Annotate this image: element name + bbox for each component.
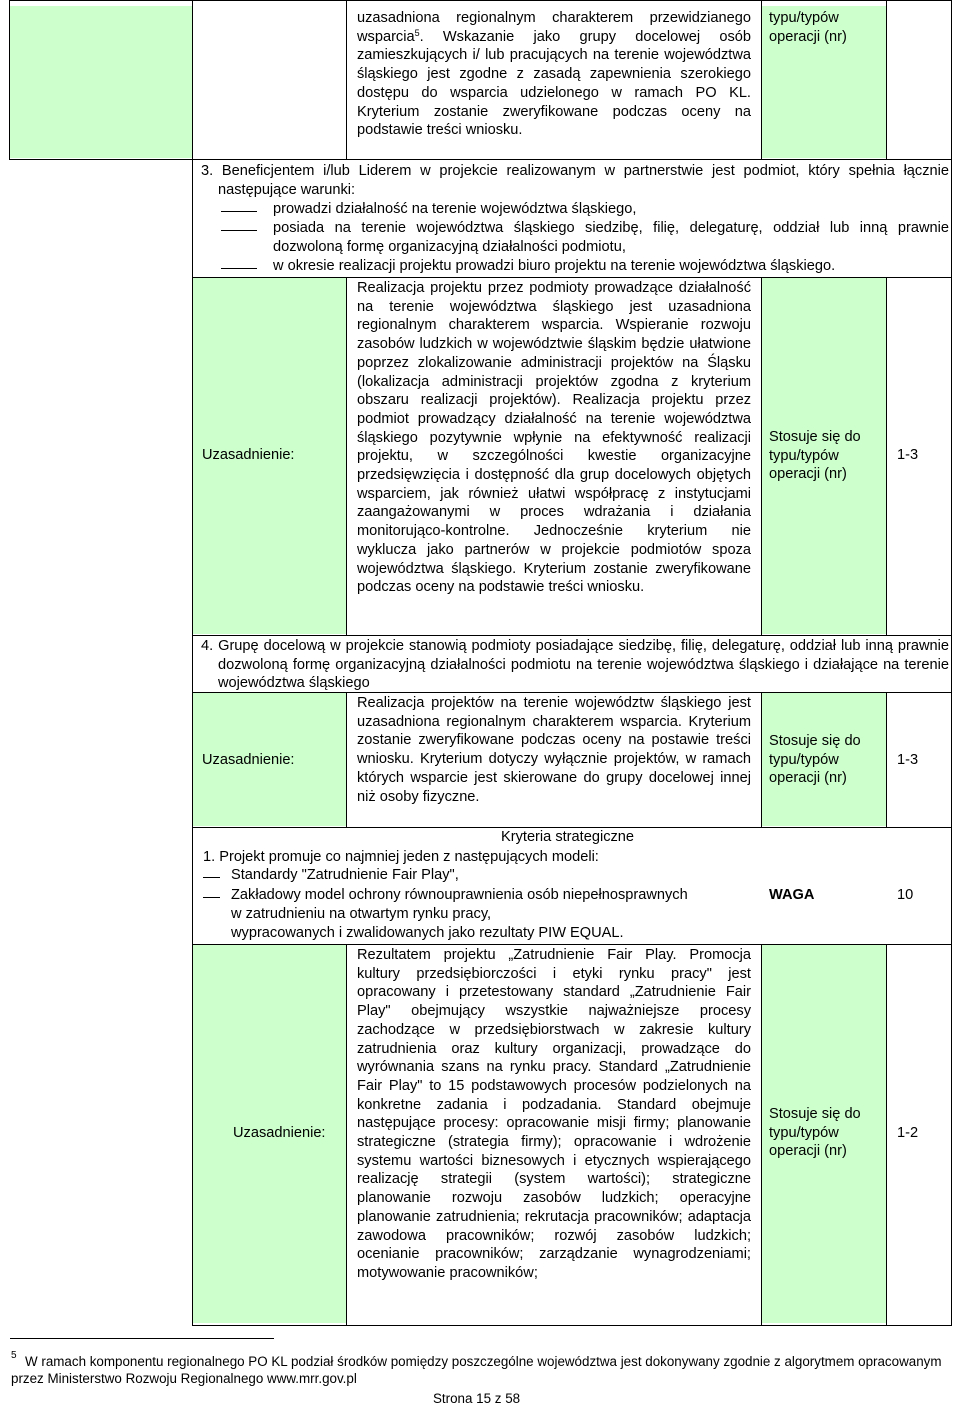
table-rule	[9, 0, 10, 160]
applies-label: Stosuje się do typu/typów operacji (nr)	[769, 1106, 861, 1160]
criterion-4-justification: Realizacja projektów na terenie województw śląskiego jest uzasadniona regionalnym charakterem wsparcia. Kryterium zostanie zweryfikowane podczas oceny na postawie treści wniosku. Kryterium dotyczy wyłącznie projektów, w ramach których wsparcie jest skierowane do grupy docelowej innej niż osoby fizyczne.	[357, 695, 751, 805]
table-rule	[192, 160, 193, 1326]
operation-range: 1-2	[897, 1125, 919, 1141]
strategic-item-cont: w zatrudnieniu na otwartym rynku pracy,	[231, 906, 492, 922]
table-rule	[886, 693, 887, 828]
table-rule	[9, 159, 952, 160]
strategic-item: Zakładowy model ochrony równouprawnienia osób niepełnosprawnych	[231, 887, 688, 903]
dash-bullet	[203, 897, 220, 898]
criterion-4-heading: 4. Grupę docelową w projekcie stanowią podmioty posiadające siedzibę, filię, delegaturę, oddział lub inną prawnie dozwoloną formę organizacyjną działalności podmiotu na terenie województwa śląskiego i działające na terenie województwa śląskiego	[201, 638, 949, 692]
weight-value: 10	[897, 887, 914, 903]
criterion-3-heading: 3. Beneficjentem i/lub Liderem w projekcie realizowanym w partnerstwie jest podmiot, który spełnia łącznie następujące warunki:	[201, 163, 949, 198]
table-rule	[192, 1325, 952, 1326]
table-rule	[192, 0, 193, 160]
table-rule	[346, 693, 347, 828]
dash-bullet	[203, 877, 220, 878]
table-rule	[761, 945, 762, 1326]
applies-label: Stosuje się do typu/typów operacji (nr)	[769, 733, 861, 787]
top-type-label: typu/typów operacji (nr)	[769, 10, 847, 45]
applies-label: Stosuje się do typu/typów operacji (nr)	[769, 429, 861, 483]
table-rule	[192, 277, 952, 278]
dash-bullet	[221, 211, 257, 212]
dash-bullet	[221, 268, 257, 269]
table-rule	[9, 0, 952, 1]
table-rule	[346, 0, 347, 160]
strategic-heading: 1. Projekt promuje co najmniej jeden z następujących modeli:	[203, 849, 599, 865]
criterion-3-item: posiada na terenie województwa śląskiego siedzibę, filię, delegaturę, oddział lub inną prawnie dozwoloną formę organizacyjną działalności podmiotu,	[273, 220, 949, 255]
justification-label: Uzasadnienie:	[233, 1125, 326, 1141]
table-rule	[886, 945, 887, 1326]
table-rule	[192, 635, 952, 636]
table-rule	[761, 0, 762, 160]
criterion-3-item: prowadzi działalność na terenie województwa śląskiego,	[273, 201, 637, 217]
top-justification: uzasadniona regionalnym charakterem przewidzianego wsparcia$^5$. Wskazanie jako grupy docelowej osób zamieszkujących i/ lub pracujących na terenie województwa śląskiego jest zgodne z zasadą zapewnienia szerokiego dostępu do wsparcia udzielonego w ramach PO KL. Kryterium zostanie zweryfikowane podczas oceny na podstawie treści wniosku.	[357, 10, 751, 139]
table-rule	[761, 693, 762, 828]
criterion-3-justification: Realizacja projektu przez podmioty prowadzące działalność na terenie województwa śląskiego jest uzasadniona regionalnym charakterem wsparcia. Wspieranie rozwoju zasobów ludzkich w województwie śląskim będzie ułatwione poprzez zlokalizowanie administracji projektów na Śląsku (lokalizacja administracji projektów zgodna z kryterium obszaru realizacji projektów). Realizacja projektu przez podmiot prowadzący działalność na terenie województwa śląskiego pozytywnie wpłynie na efektywność realizacji projektu, w szczególności kwestie organizacyjne przedsięwzięcia i dostępność dla grup docelowych objętych wsparciem, jak również ułatwi współpracę z instytucjami zaangażowanymi w proces wdrażania i działania monitorująco-kontrolne. Jednocześnie kryterium nie wyklucza jako partnerów w projekcie podmiotów spoza województwa śląskiego. Kryterium zostanie zweryfikowane podczas oceny na podstawie treści wniosku.	[357, 280, 751, 596]
operation-range: 1-3	[897, 752, 919, 768]
table-rule	[951, 0, 952, 1326]
left-pane	[10, 6, 192, 158]
footnote-text: W ramach komponentu regionalnego PO KL podział środków pomiędzy poszczególne województwa jest dokonywany zgodnie z algorytmem opracowanym przez Ministerstwo Rozwoju Regionalnego www.mrr.gov.pl	[11, 1354, 942, 1386]
strategic-item: Standardy "Zatrudnienie Fair Play",	[231, 867, 459, 883]
table-rule	[346, 945, 347, 1326]
strategic-justification: Rezultatem projektu „Zatrudnienie Fair Play. Promocja kultury przedsiębiorczości i etyki rynku pracy" jest opracowany i przetestowany standard „Zatrudnienie Fair Play" obejmujący wszystkie najważniejsze procesy zachodzące w przedsiębiorstwach w zakresie kultury zatrudnienia oraz kultury organizacji, prowadzące do wyrównania szans na rynku pracy. Standard „Zatrudnienie Fair Play" to 15 podstawowych procesów podzielonych na konkretne zadania i podzadania. Standard obejmuje następujące procesy: opracowanie misji firmy; planowanie strategiczne (strategia firmy); opracowanie i wdrożenie systemu wartości biznesowych i etycznych wspierającego realizację strategii (system wartości); strategiczne planowanie rozwoju zasobów ludzkich; operacyjne planowanie zatrudnienia; rekrutacja pracowników; adaptacja zawodowa pracowników; rozwój zasobów ludzkich; ocenianie pracowników; zarządzanie wynagrodzeniami; motywowanie pracowników;	[357, 947, 751, 1281]
table-rule	[346, 278, 347, 636]
page-number: Strona 15 z 58	[433, 1391, 521, 1406]
table-rule	[192, 944, 952, 945]
strategic-item-cont: wypracowanych i zwalidowanych jako rezultaty PIW EQUAL.	[231, 925, 624, 941]
justification-label: Uzasadnienie:	[202, 447, 295, 463]
table-rule	[761, 278, 762, 636]
operation-range: 1-3	[897, 447, 919, 463]
dash-bullet	[221, 230, 257, 231]
strategic-criteria-title: Kryteria strategiczne	[501, 829, 635, 845]
justification-label: Uzasadnienie:	[202, 752, 295, 768]
table-rule	[886, 0, 887, 160]
table-rule	[886, 278, 887, 636]
criterion-3-item: w okresie realizacji projektu prowadzi biuro projektu na terenie województwa śląskiego.	[273, 258, 836, 274]
weight-label: WAGA	[769, 887, 815, 903]
footnote-separator	[10, 1338, 274, 1339]
